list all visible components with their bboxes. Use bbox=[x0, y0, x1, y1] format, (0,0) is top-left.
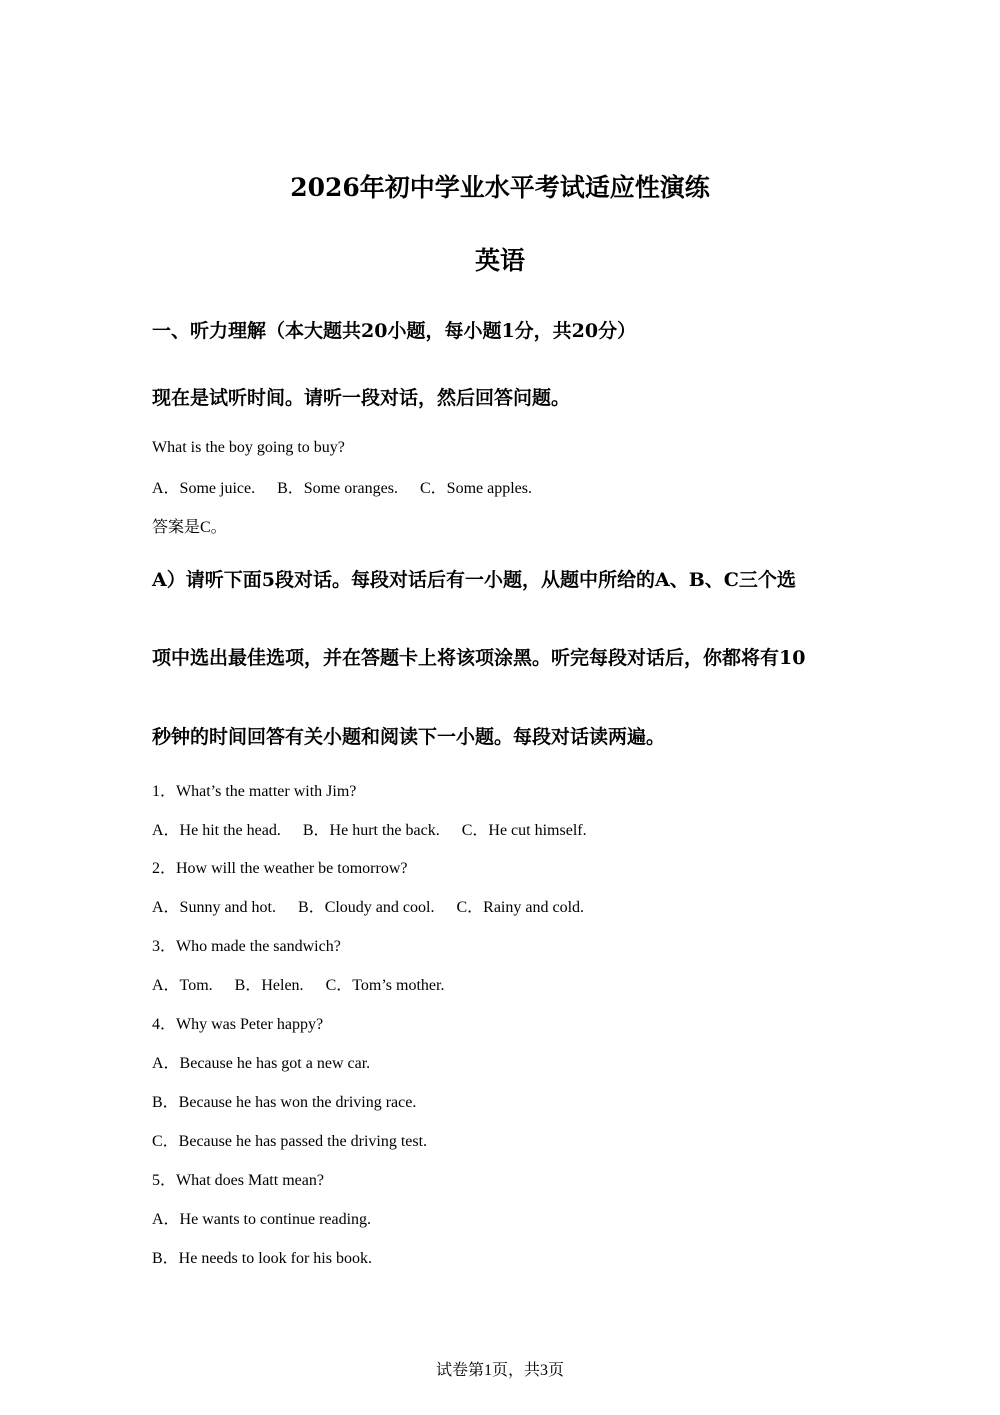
part-a-instruction-line: 项中选出最佳选项，并在答题卡上将该项涂黑。听完每段对话后，你都将有10 bbox=[152, 647, 806, 669]
part-a-instruction-line: 秒钟的时间回答有关小题和阅读下一小题。每段对话读两遍。 bbox=[152, 726, 666, 748]
question-text: 2．How will the weather be tomorrow? bbox=[152, 860, 408, 877]
section-heading: 一、听力理解（本大题共20小题，每小题1分，共20分） bbox=[152, 320, 637, 342]
exam-title: 2026年初中学业水平考试适应性演练 bbox=[290, 173, 710, 202]
option: B．Helen. bbox=[234, 977, 304, 994]
trial-answer: 答案是C。 bbox=[152, 519, 227, 536]
option: A．Some juice. bbox=[152, 480, 256, 497]
option: B．He needs to look for his book. bbox=[152, 1250, 372, 1267]
question-text: 5．What does Matt mean? bbox=[152, 1172, 324, 1189]
question-options bbox=[152, 894, 602, 917]
option: C．Tom’s mother. bbox=[325, 977, 445, 994]
option: A．He wants to continue reading. bbox=[152, 1211, 372, 1228]
option: B．Cloudy and cool. bbox=[298, 899, 435, 916]
option: C．Some apples. bbox=[420, 480, 532, 497]
question-text: 4．Why was Peter happy? bbox=[152, 1016, 324, 1033]
option: A．Tom. bbox=[152, 977, 213, 994]
option: B．Because he has won the driving race. bbox=[152, 1094, 417, 1111]
option: A．Sunny and hot. bbox=[152, 899, 277, 916]
option: A．Because he has got a new car. bbox=[152, 1055, 371, 1072]
option: B．Some oranges. bbox=[277, 480, 398, 497]
trial-question: What is the boy going to buy? bbox=[152, 439, 345, 456]
trial-options bbox=[152, 475, 550, 498]
option: C．Because he has passed the driving test. bbox=[152, 1133, 428, 1150]
page-footer: 试卷第1页，共3页 bbox=[435, 1362, 564, 1379]
question-text: 3．Who made the sandwich? bbox=[152, 938, 341, 955]
trial-heading: 现在是试听时间。请听一段对话，然后回答问题。 bbox=[152, 387, 571, 409]
option: C．Rainy and cold. bbox=[456, 899, 585, 916]
part-a-instruction-line: A）请听下面5段对话。每段对话后有一小题，从题中所给的A、B、C三个选 bbox=[152, 569, 796, 591]
question-text: 1．What’s the matter with Jim? bbox=[152, 783, 357, 800]
question-options bbox=[152, 972, 462, 995]
option: A．He hit the head. bbox=[152, 822, 281, 839]
exam-subject: 英语 bbox=[474, 246, 525, 275]
question-options bbox=[152, 817, 605, 840]
option: B．He hurt the back. bbox=[302, 822, 440, 839]
option: C．He cut himself. bbox=[461, 822, 587, 839]
